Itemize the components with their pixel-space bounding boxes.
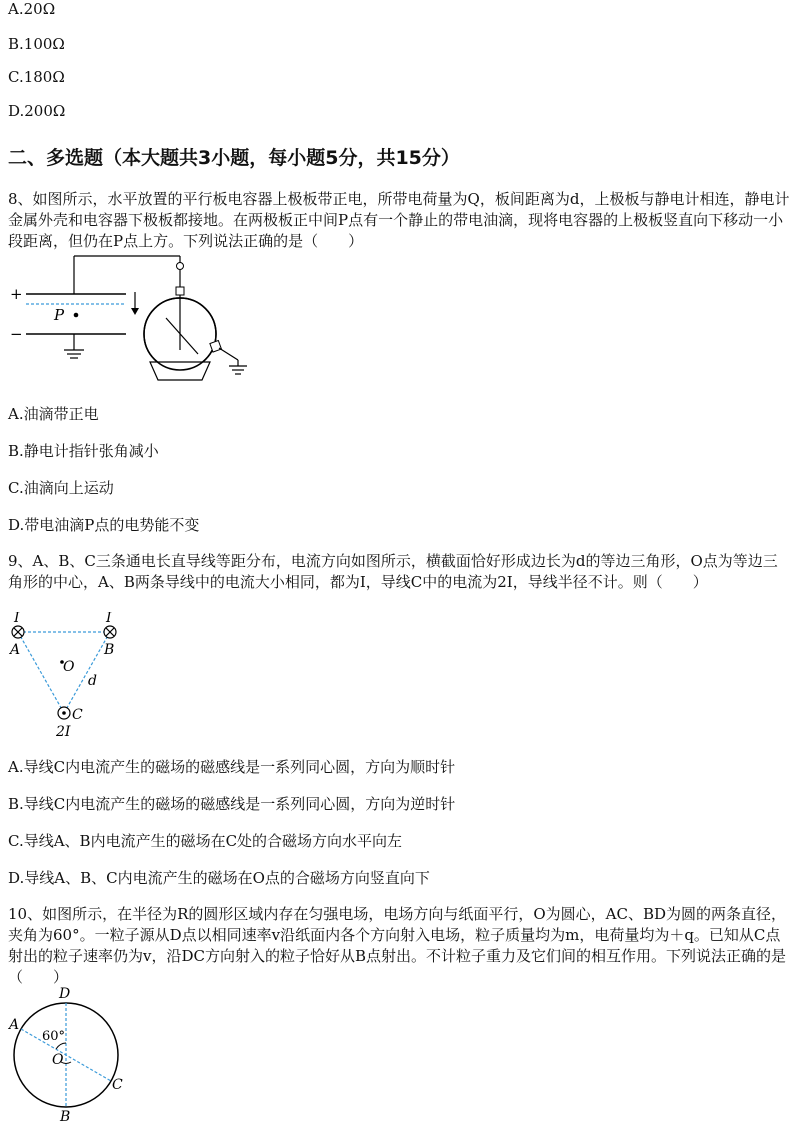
- q8-point-label: P: [54, 306, 65, 324]
- q9-label-i-b: I: [106, 612, 112, 626]
- q9-label-c: C: [72, 707, 83, 723]
- option-a: A.20Ω: [8, 0, 56, 18]
- q8-plus-label: +: [10, 285, 23, 303]
- q8-option-a: A.油滴带正电: [8, 405, 99, 423]
- option-c: C.180Ω: [8, 68, 65, 86]
- q9-label-d: d: [88, 673, 97, 689]
- section-title: 二、多选题（本大题共3小题，每小题5分，共15分）: [8, 147, 460, 169]
- q10-label-c: C: [112, 1077, 123, 1093]
- q9-label-a: A: [10, 642, 21, 658]
- q10-angle-label: 60°: [42, 1029, 66, 1044]
- q9-label-2i: 2I: [56, 724, 71, 740]
- q10-circle-figure: [4, 985, 139, 1123]
- q9-option-b: B.导线C内电流产生的磁场的磁感线是一系列同心圆，方向为逆时针: [8, 795, 456, 813]
- q10-label-o: O: [52, 1052, 64, 1068]
- q9-triangle-figure: [4, 612, 134, 742]
- q9-option-a: A.导线C内电流产生的磁场的磁感线是一系列同心圆，方向为顺时针: [8, 758, 456, 776]
- q9-stem: 9、A、B、C三条通电长直导线等距分布，电流方向如图所示，横截面恰好形成边长为d的等边三角形，O点为等边三角形的中心，A、B两条导线中的电流大小相同，都为I，导线C中的电流为2I，导线半径不计。则（ ）: [8, 552, 778, 591]
- q9-option-d: D.导线A、B、C内电流产生的磁场在O点的合磁场方向竖直向下: [8, 869, 430, 887]
- q8-stem: 8、如图所示，水平放置的平行板电容器上极板带正电，所带电荷量为Q，板间距离为d，上极板与静电计相连，静电计金属外壳和电容器下极板都接地。在两极板正中间P点有一个静止的带电油滴，现将电容器的上极板竖直向下移动一小段距离，但仍在P点上方。下列说法正确的是（ ）: [8, 190, 790, 250]
- q9-label-o: O: [63, 659, 75, 675]
- option-d: D.200Ω: [8, 102, 66, 120]
- q8-capacitor-figure: [8, 250, 258, 385]
- q8-option-b: B.静电计指针张角减小: [8, 442, 159, 460]
- q10-label-b: B: [60, 1109, 71, 1123]
- q9-label-i-a: I: [14, 612, 20, 626]
- q9-label-b: B: [104, 642, 115, 658]
- q8-option-c: C.油滴向上运动: [8, 479, 114, 497]
- option-b: B.100Ω: [8, 35, 65, 53]
- q8-option-d: D.带电油滴P点的电势能不变: [8, 516, 200, 534]
- q8-oil-drop: [74, 313, 79, 318]
- q10-stem: 10、如图所示，在半径为R的圆形区域内存在匀强电场，电场方向与纸面平行，O为圆心，AC、BD为圆的两条直径，夹角为60°。一粒子源从D点以相同速率v沿纸面内各个方向射入电场，粒子质量均为m，电荷量均为＋q。已知从C点射出的粒子速率仍为v，沿DC方向射入的粒子恰好从B点射出。不计粒子重力及它们间的相互作用。下列说法正确的是（ ）: [8, 905, 787, 986]
- q10-label-d: D: [59, 986, 71, 1002]
- q10-label-a: A: [9, 1017, 20, 1033]
- q8-minus-label: −: [10, 325, 23, 343]
- q9-option-c: C.导线A、B内电流产生的磁场在C处的合磁场方向水平向左: [8, 832, 403, 850]
